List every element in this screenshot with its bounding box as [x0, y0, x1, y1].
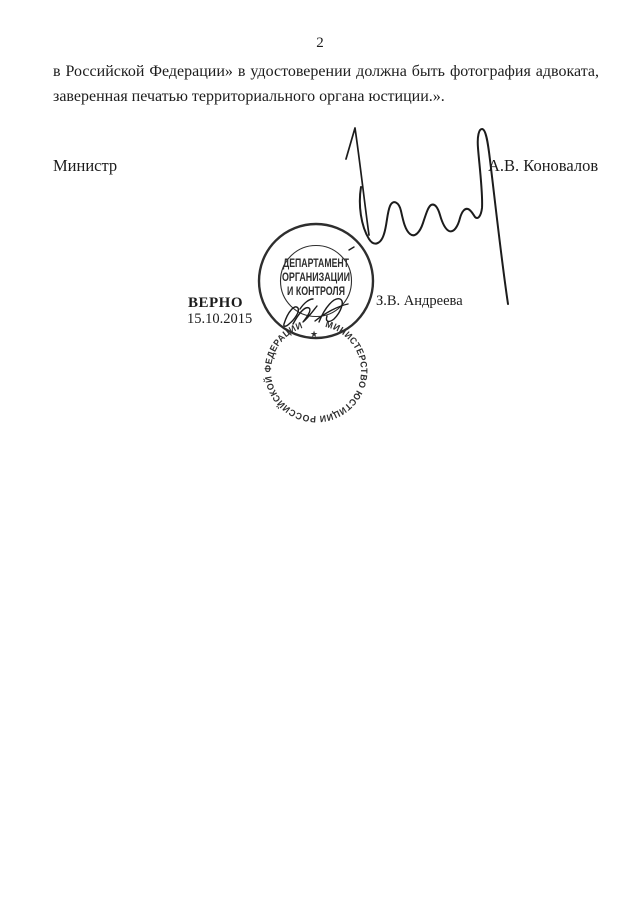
certifier-name: З.В. Андреева — [376, 293, 463, 309]
minister-title: Министр — [53, 156, 118, 175]
stamp-ring-text: МИНИСТЕРСТВО ЮСТИЦИИ РОССИЙСКОЙ ФЕДЕРАЦИИ — [262, 319, 370, 425]
minister-signature-icon — [346, 128, 508, 304]
stamp-center-line-1: ДЕПАРТАМЕНТ — [283, 258, 349, 270]
page-number: 2 — [316, 35, 324, 51]
stamp-center-line-2: ОРГАНИЗАЦИИ — [282, 272, 350, 284]
ministry-stamp-seal — [259, 224, 373, 424]
minister-name: А.В. Коновалов — [488, 156, 599, 175]
certification-date: 15.10.2015 — [187, 311, 253, 327]
body-text-line-1: в Российской Федерации» в удостоверении должна быть фотография адвоката, — [53, 63, 599, 80]
stamp-center-line-3: И КОНТРОЛЯ — [287, 286, 345, 298]
body-text-line-2: заверенная печатью территориального органа юстиции.». — [53, 88, 445, 105]
certified-true-label: ВЕРНО — [188, 295, 244, 311]
stamp-star-icon: ★ — [309, 330, 319, 340]
